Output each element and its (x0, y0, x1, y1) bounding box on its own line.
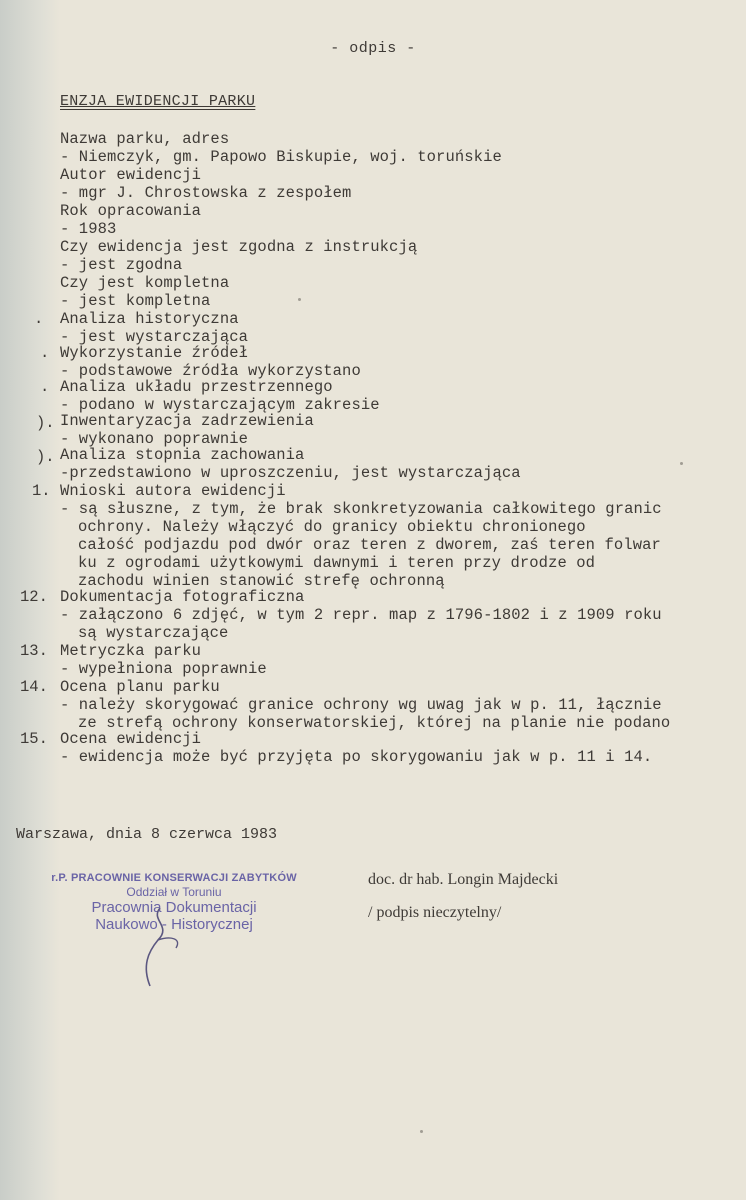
text-line: Ocena planu parku (60, 678, 220, 696)
stamp-line: Pracownia Dokumentacji (91, 899, 257, 916)
text-line: - jest wystarczająca (60, 328, 249, 346)
text-line: Analiza stopnia zachowania (60, 446, 305, 464)
item-number: 1. (32, 482, 51, 500)
text-line: są wystarczające (78, 624, 229, 642)
text-line: - wykonano poprawnie (60, 430, 249, 448)
text-line: - jest zgodna (60, 256, 183, 274)
text-line: Analiza historyczna (60, 310, 239, 328)
handwritten-initial (120, 900, 190, 990)
text-line: ze strefą ochrony konserwatorskiej, której na planie nie podano (78, 714, 671, 732)
text-line: - mgr J. Chrostowska z zespołem (60, 184, 352, 202)
text-line: Autor ewidencji (60, 166, 202, 184)
text-line: - 1983 (60, 220, 117, 238)
text-line: Metryczka parku (60, 642, 202, 660)
text-line: - wypełniona poprawnie (60, 660, 267, 678)
text-line: Ocena ewidencji (60, 730, 202, 748)
item-number: 13. (20, 642, 48, 660)
text-line: Wnioski autora ewidencji (60, 482, 286, 500)
item-number: . (34, 310, 44, 328)
item-number: 12. (20, 588, 48, 606)
paper-speck (680, 462, 683, 465)
text-line: - załączono 6 zdjęć, w tym 2 repr. map z 1796-1802 i z 1909 roku (60, 606, 662, 624)
text-line: - Niemczyk, gm. Papowo Biskupie, woj. toruńskie (60, 148, 502, 166)
text-line: - są słuszne, z tym, że brak skonkretyzowania całkowitego granic (60, 500, 662, 518)
text-line: - podstawowe źródła wykorzystano (60, 362, 361, 380)
copy-mark: - odpis - (330, 40, 416, 57)
text-line: Analiza układu przestrzennego (60, 378, 333, 396)
item-number: . (40, 344, 50, 362)
text-line: zachodu winien stanowić strefę ochronną (78, 572, 445, 590)
item-number: . (40, 378, 50, 396)
text-line: Rok opracowania (60, 202, 202, 220)
text-line: - podano w wystarczającym zakresie (60, 396, 380, 414)
text-line: Czy jest kompletna (60, 274, 230, 292)
stamp-line: r.P. PRACOWNIE KONSERWACJI ZABYTKÓW (51, 872, 297, 884)
text-line: - ewidencja może być przyjęta po skorygowaniu jak w p. 11 i 14. (60, 748, 653, 766)
document-title: ENZJA EWIDENCJI PARKU (60, 93, 256, 110)
stamp-line: Oddział w Toruniu (126, 885, 222, 899)
text-line: - należy skorygować granice ochrony wg uwag jak w p. 11, łącznie (60, 696, 662, 714)
paper-speck (298, 298, 301, 301)
item-number: 15. (20, 730, 48, 748)
text-line: całość podjazdu pod dwór oraz teren z dworem, zaś teren folwar (78, 536, 661, 554)
stamp-line: Naukowo - Historycznej (95, 916, 253, 933)
text-line: ku z ogrodami użytkowymi dawnymi i teren przy drodze od (78, 554, 596, 572)
item-number: 14. (20, 678, 48, 696)
signature-note: / podpis nieczytelny/ (368, 904, 502, 921)
place-and-date: Warszawa, dnia 8 czerwca 1983 (16, 826, 278, 843)
text-line: - jest kompletna (60, 292, 211, 310)
item-number: ). (36, 414, 55, 432)
text-line: Inwentaryzacja zadrzewienia (60, 412, 314, 430)
signer-name: doc. dr hab. Longin Majdecki (368, 871, 559, 888)
text-line: -przedstawiono w uproszczeniu, jest wystarczająca (60, 464, 521, 482)
text-line: ochrony. Należy włączyć do granicy obiektu chronionego (78, 518, 586, 536)
text-line: Wykorzystanie źródeł (60, 344, 249, 362)
paper-speck (420, 1130, 423, 1133)
text-line: Czy ewidencja jest zgodna z instrukcją (60, 238, 418, 256)
item-number: ). (36, 448, 55, 466)
text-line: Dokumentacja fotograficzna (60, 588, 305, 606)
text-line: Nazwa parku, adres (60, 130, 230, 148)
